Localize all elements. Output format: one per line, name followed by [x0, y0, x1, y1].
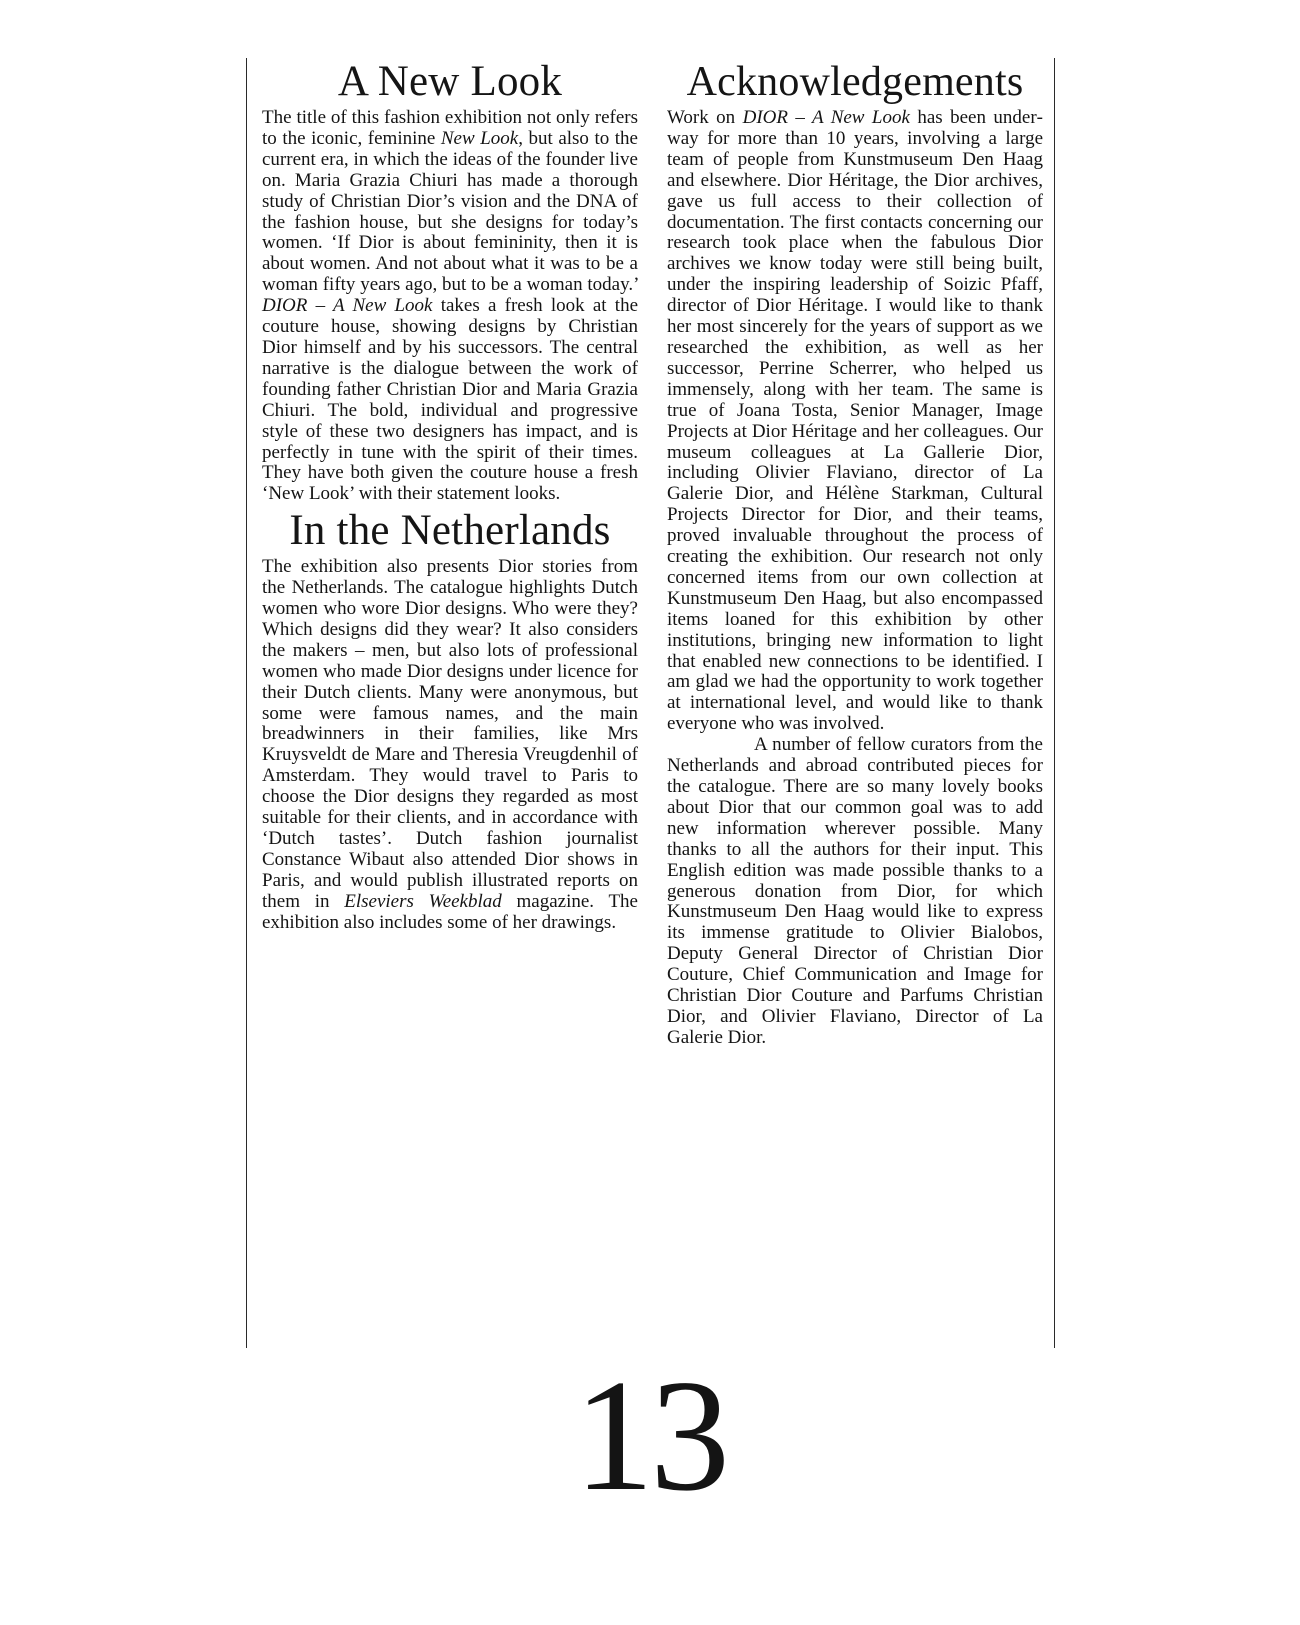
right-column-rule	[1054, 58, 1055, 1348]
acknowledgements-paragraph-1: Work on DIOR – A New Look has been underway for more than 10 years, involving a large team of people from Kunstmuseum Den Haag and elsewhere. Dior Héritage, the Dior archives, gave us full access to their collection of documentation. The first contacts concerning our research took place when the fabulous Dior archives we know today were still being built, under the inspiring leadership of Soizic Pfaff, director of Dior Héritage. I would like to thank her most sincerely for the years of support as we researched the exhibition, as well as her successor, Perrine Scherrer, who helped us immensely, along with her team. The same is true of Joana Tosta, Senior Manager, Image Projects at Dior Héritage and her colleagues. Our museum colleagues at La Gallerie Dior, including Olivier Flaviano, director of La Galerie Dior, and Hélène Starkman, Cultural Projects Director for Dior, and their teams, proved invaluable throughout the process of creating the exhibition. Our research not only concerned items from our own collection at Kunstmuseum Den Haag, but also encompassed items loaned for this exhibition by other institutions, bringing new information to light that enabled new connections to be identified. I am glad we had the opportunity to work together at international level, and would like to thank everyone who was involved.	[667, 107, 1043, 735]
left-column	[262, 56, 638, 934]
heading-in-the-netherlands: In the Netherlands	[289, 507, 611, 555]
page-number: 13	[574, 1346, 726, 1524]
left-column-rule	[246, 58, 247, 1348]
netherlands-paragraph: The exhibition also presents Dior stories from the Netherlands. The catalogue highlights Dutch women who wore Dior designs. Who were they? Which designs did they wear? It also considers the makers – men, but also lots of professional women who made Dior designs under licence for their Dutch clients. Many were anonymous, but some were famous names, and the main breadwinners in their families, like Mrs Kruysveldt de Mare and Theresia Vreugdenhil of Amsterdam. They would travel to Paris to choose the Dior designs they regarded as most suitable for their clients, and in accordance with ‘Dutch tastes’. Dutch fashion journalist Constance Wibaut also attended Dior shows in Paris, and would publish illustrated reports on them in Elseviers Weekblad magazine. The exhibition also includes some of her drawings.	[262, 556, 638, 933]
a-new-look-paragraph: The title of this fashion exhibition not only refers to the iconic, feminine New Look, but also to the current era, in which the ideas of the founder live on. Maria Grazia Chiuri has made a thorough study of Christian Dior’s vision and the DNA of the fashion house, but she designs for today’s women. ‘If Dior is about femininity, then it is about women. And not about what it was to be a woman fifty years ago, but to be a woman today.’ DIOR – A New Look takes a fresh look at the couture house, showing designs by Christian Dior himself and by his successors. The central narrative is the dialogue between the work of founding father Christian Dior and Maria Grazia Chiuri. The bold, individual and progressive style of these two designers has impact, and is perfectly in tune with the spirit of their times. They have both given the couture house a fresh ‘New Look’ with their statement looks.	[262, 107, 638, 505]
heading-acknowledgements: Acknowledgements	[686, 59, 1024, 105]
acknowledgements-paragraph-2: A number of fellow curators from the Netherlands and abroad contributed pieces for the catalogue. There are so many lovely books about Dior that our common goal was to add new information wherever possible. Many thanks to all the authors for their input. This English edition was made possible thanks to a generous donation from Dior, for which Kunstmuseum Den Haag would like to express its immense gratitude to Olivier Bialobos, Deputy General Director of Christian Dior Couture, Chief Communication and Image for Christian Dior Couture and Parfums Christian Dior, and Olivier Flaviano, Director of La Galerie Dior.	[667, 734, 1043, 1048]
right-column	[667, 56, 1043, 1049]
heading-a-new-look: A New Look	[337, 58, 563, 105]
